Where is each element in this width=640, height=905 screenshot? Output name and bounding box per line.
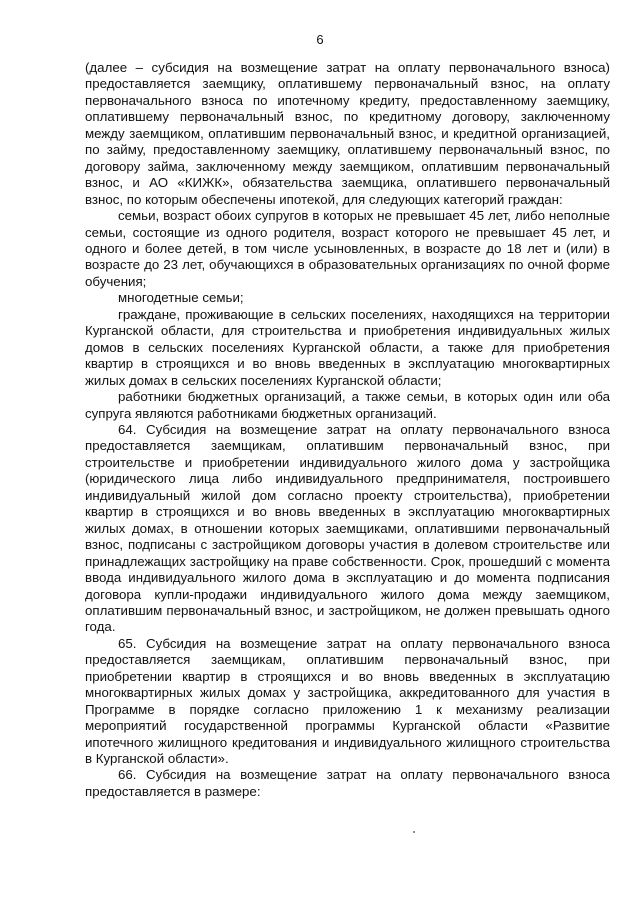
paragraph-rural-citizens: граждане, проживающие в сельских поселениях, находящихся на территории Курганской области, для строительства и приобретения индивидуальных жилых домов в сельских поселениях Курганской области, а также для приобретения квартир в строящихся и во вновь введенных в эксплуатацию многоквартирных жилых домах в сельских поселениях Курганской области; [85, 306, 610, 388]
paragraph-intro: (далее – субсидия на возмещение затрат на оплату первоначального взноса) предоставляется заемщику, оплатившему первоначальный взнос, на оплату первоначального взноса по ипотечному кредиту, предоставленному заемщику, оплатившему первоначальный взнос, по кредитному договору, заключенному между заемщиком, оплатившим первоначальный взнос, и кредитной организацией, по займу, предоставленному заемщику, оплатившему первоначальный взнос, по договору займа, заключенному между заемщиком, оплатившим первоначальный взнос, и АО «КИЖК», обязательства заемщика, оплатившего первоначальный взнос, по которым обеспечены ипотекой, для следующих категорий граждан: [85, 60, 610, 207]
page-number: 6 [316, 32, 324, 47]
paragraph-budget-workers: работники бюджетных организаций, а также семьи, в которых один или оба супруга являются работниками бюджетных организаций. [85, 389, 610, 421]
paragraph-clause-64: 64. Субсидия на возмещение затрат на оплату первоначального взноса предоставляется заемщикам, оплатившим первоначальный взнос, при строительстве и приобретении индивидуального жилого дома у застройщика (юридического лица либо индивидуального предпринимателя, построившего индивидуальный жилой дом согласно проекту строительства), приобретении квартир в строящихся и во вновь введенных в эксплуатацию многоквартирных жилых домах, в отношении которых заемщиками, оплатившими первоначальный взнос, подписаны с застройщиком договоры участия в долевом строительстве или принадлежащих застройщику на праве собственности. Срок, прошедший с момента ввода индивидуального жилого дома в эксплуатацию и до момента подписания договора купли-продажи индивидуального жилого дома между заемщиком, оплатившим первоначальный взнос, и застройщиком, не должен превышать одного года. [85, 421, 610, 635]
paragraph-clause-66: 66. Субсидия на возмещение затрат на оплату первоначального взноса предоставляется в размере: [85, 767, 610, 799]
paragraph-large-families: многодетные семьи; [118, 290, 244, 306]
scan-dot [413, 831, 415, 833]
paragraph-clause-65: 65. Субсидия на возмещение затрат на оплату первоначального взноса предоставляется заемщикам, оплатившим первоначальный взнос, при приобретении квартир в строящихся и во вновь введенных в эксплуатацию многоквартирных жилых домах у застройщика, аккредитованного для участия в Программе в порядке согласно приложению 1 к механизму реализации мероприятий государственной программы Курганской области «Развитие ипотечного жилищного кредитования и индивидуального жилищного строительства в Курганской области». [85, 635, 610, 767]
document-body [85, 60, 610, 800]
paragraph-young-families: семьи, возраст обоих супругов в которых не превышает 45 лет, либо неполные семьи, состоящие из одного родителя, возраст которого не превышает 45 лет, и одного и более детей, в том числе усыновленных, в возрасте до 18 лет и (или) в возрасте до 23 лет, обучающихся в образовательных организациях по очной форме обучения; [85, 208, 610, 289]
